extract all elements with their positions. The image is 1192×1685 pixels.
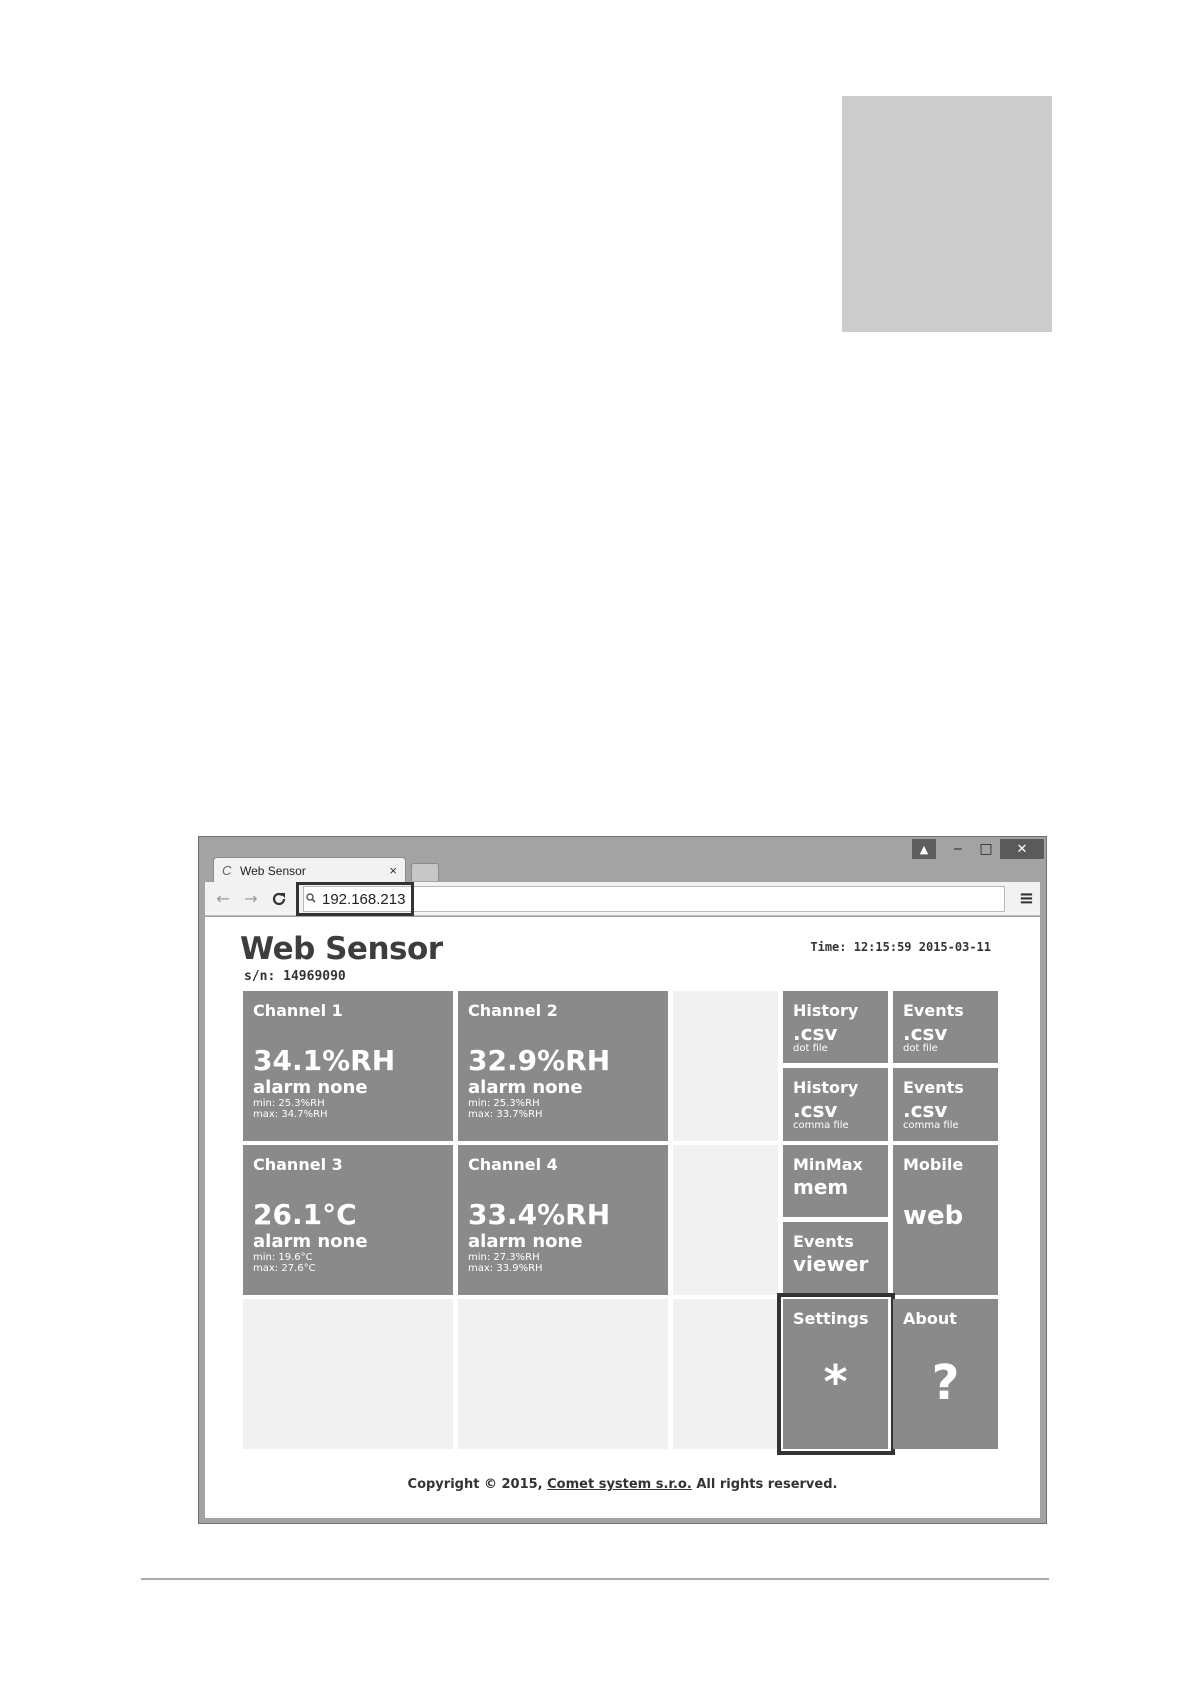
url-highlight-frame: [296, 882, 414, 916]
url-text[interactable]: 192.168.213: [322, 890, 406, 908]
maximize-button[interactable]: □: [979, 841, 993, 857]
tile-title: Events: [903, 1001, 964, 1020]
tile-subtitle: dot file: [903, 1043, 938, 1054]
settings-highlight-frame: [777, 1293, 895, 1455]
back-arrow-icon[interactable]: ←: [216, 889, 230, 908]
empty-tile: [243, 1299, 453, 1449]
channel-value: 34.1%RH: [253, 1044, 396, 1077]
channel-max: max: 33.9%RH: [468, 1263, 543, 1274]
device-time: Time: 12:15:59 2015-03-11: [810, 940, 991, 954]
mobile-web-tile[interactable]: [893, 1145, 998, 1295]
channel-title: Channel 1: [253, 1001, 343, 1020]
empty-tile: [458, 1299, 668, 1449]
page-title: Web Sensor: [240, 931, 443, 967]
empty-tile: [673, 991, 778, 1141]
company-link[interactable]: Comet system s.r.o.: [547, 1477, 692, 1492]
tile-title: History: [793, 1078, 859, 1097]
copyright-footer: [205, 1477, 1040, 1492]
channel-value: 26.1°C: [253, 1198, 357, 1231]
about-tile[interactable]: [893, 1299, 998, 1449]
user-icon[interactable]: ▲: [912, 839, 936, 859]
minmax-mem-tile[interactable]: [783, 1145, 888, 1217]
tile-extension: viewer: [793, 1252, 869, 1276]
events-csv-dot-tile[interactable]: [893, 991, 998, 1063]
minimize-button[interactable]: ‒: [953, 841, 963, 857]
channel-title: Channel 2: [468, 1001, 558, 1020]
channel-tile-2[interactable]: [458, 991, 668, 1141]
tile-title: About: [903, 1309, 957, 1328]
browser-window: [198, 836, 1047, 1524]
channel-max: max: 33.7%RH: [468, 1109, 543, 1120]
events-csv-comma-tile[interactable]: [893, 1068, 998, 1141]
empty-tile: [673, 1145, 778, 1295]
tile-title: Mobile: [903, 1155, 964, 1174]
channel-min: min: 25.3%RH: [253, 1098, 325, 1109]
channel-max: max: 27.6°C: [253, 1263, 316, 1274]
decorative-grey-block: [842, 96, 1052, 332]
tile-subtitle: comma file: [903, 1120, 959, 1131]
forward-arrow-icon[interactable]: →: [244, 889, 258, 908]
tile-title: Events: [793, 1232, 854, 1251]
events-viewer-tile[interactable]: [783, 1222, 888, 1295]
tab-title: Web Sensor: [240, 863, 306, 878]
channel-tile-3[interactable]: [243, 1145, 453, 1295]
tile-subtitle: dot file: [793, 1043, 828, 1054]
channel-title: Channel 3: [253, 1155, 343, 1174]
page-footer-rule: [141, 1578, 1049, 1580]
tile-extension: .csv: [903, 1098, 948, 1122]
channel-tile-4[interactable]: [458, 1145, 668, 1295]
channel-alarm: alarm none: [253, 1231, 368, 1252]
tab-close-icon[interactable]: ×: [389, 863, 397, 878]
new-tab-button[interactable]: [411, 863, 439, 881]
channel-alarm: alarm none: [468, 1077, 583, 1098]
serial-number: s/n: 14969090: [244, 969, 346, 984]
tile-extension: web: [903, 1201, 964, 1231]
tile-extension: .csv: [793, 1021, 838, 1045]
channel-value: 33.4%RH: [468, 1198, 611, 1231]
history-csv-comma-tile[interactable]: [783, 1068, 888, 1141]
channel-max: max: 34.7%RH: [253, 1109, 328, 1120]
history-csv-dot-tile[interactable]: [783, 991, 888, 1063]
web-page: [205, 917, 1040, 1518]
copyright-suffix: All rights reserved.: [691, 1477, 838, 1492]
channel-min: min: 25.3%RH: [468, 1098, 540, 1109]
tile-extension: .csv: [793, 1098, 838, 1122]
empty-tile: [673, 1299, 778, 1449]
address-bar[interactable]: [303, 886, 1005, 912]
channel-title: Channel 4: [468, 1155, 558, 1174]
browser-tab[interactable]: [213, 857, 406, 883]
copyright-prefix: Copyright © 2015,: [407, 1477, 548, 1492]
tile-extension: mem: [793, 1175, 849, 1199]
channel-alarm: alarm none: [253, 1077, 368, 1098]
window-controls: [912, 838, 1044, 860]
tile-subtitle: comma file: [793, 1120, 849, 1131]
menu-icon[interactable]: ≡: [1018, 888, 1034, 909]
close-window-button[interactable]: ✕: [1000, 839, 1044, 859]
tile-title: Events: [903, 1078, 964, 1097]
reload-icon[interactable]: [265, 886, 293, 912]
channel-value: 32.9%RH: [468, 1044, 611, 1077]
channel-min: min: 19.6°C: [253, 1252, 313, 1263]
tile-title: Settings: [793, 1309, 869, 1328]
channel-tile-1[interactable]: [243, 991, 453, 1141]
asterisk-icon: *: [823, 1355, 848, 1409]
question-mark-icon: ?: [931, 1355, 960, 1411]
channel-min: min: 27.3%RH: [468, 1252, 540, 1263]
tile-extension: .csv: [903, 1021, 948, 1045]
channel-alarm: alarm none: [468, 1231, 583, 1252]
browser-toolbar: [205, 882, 1040, 916]
favicon-icon: C: [222, 863, 232, 878]
tile-title: History: [793, 1001, 859, 1020]
tile-title: MinMax: [793, 1155, 863, 1174]
